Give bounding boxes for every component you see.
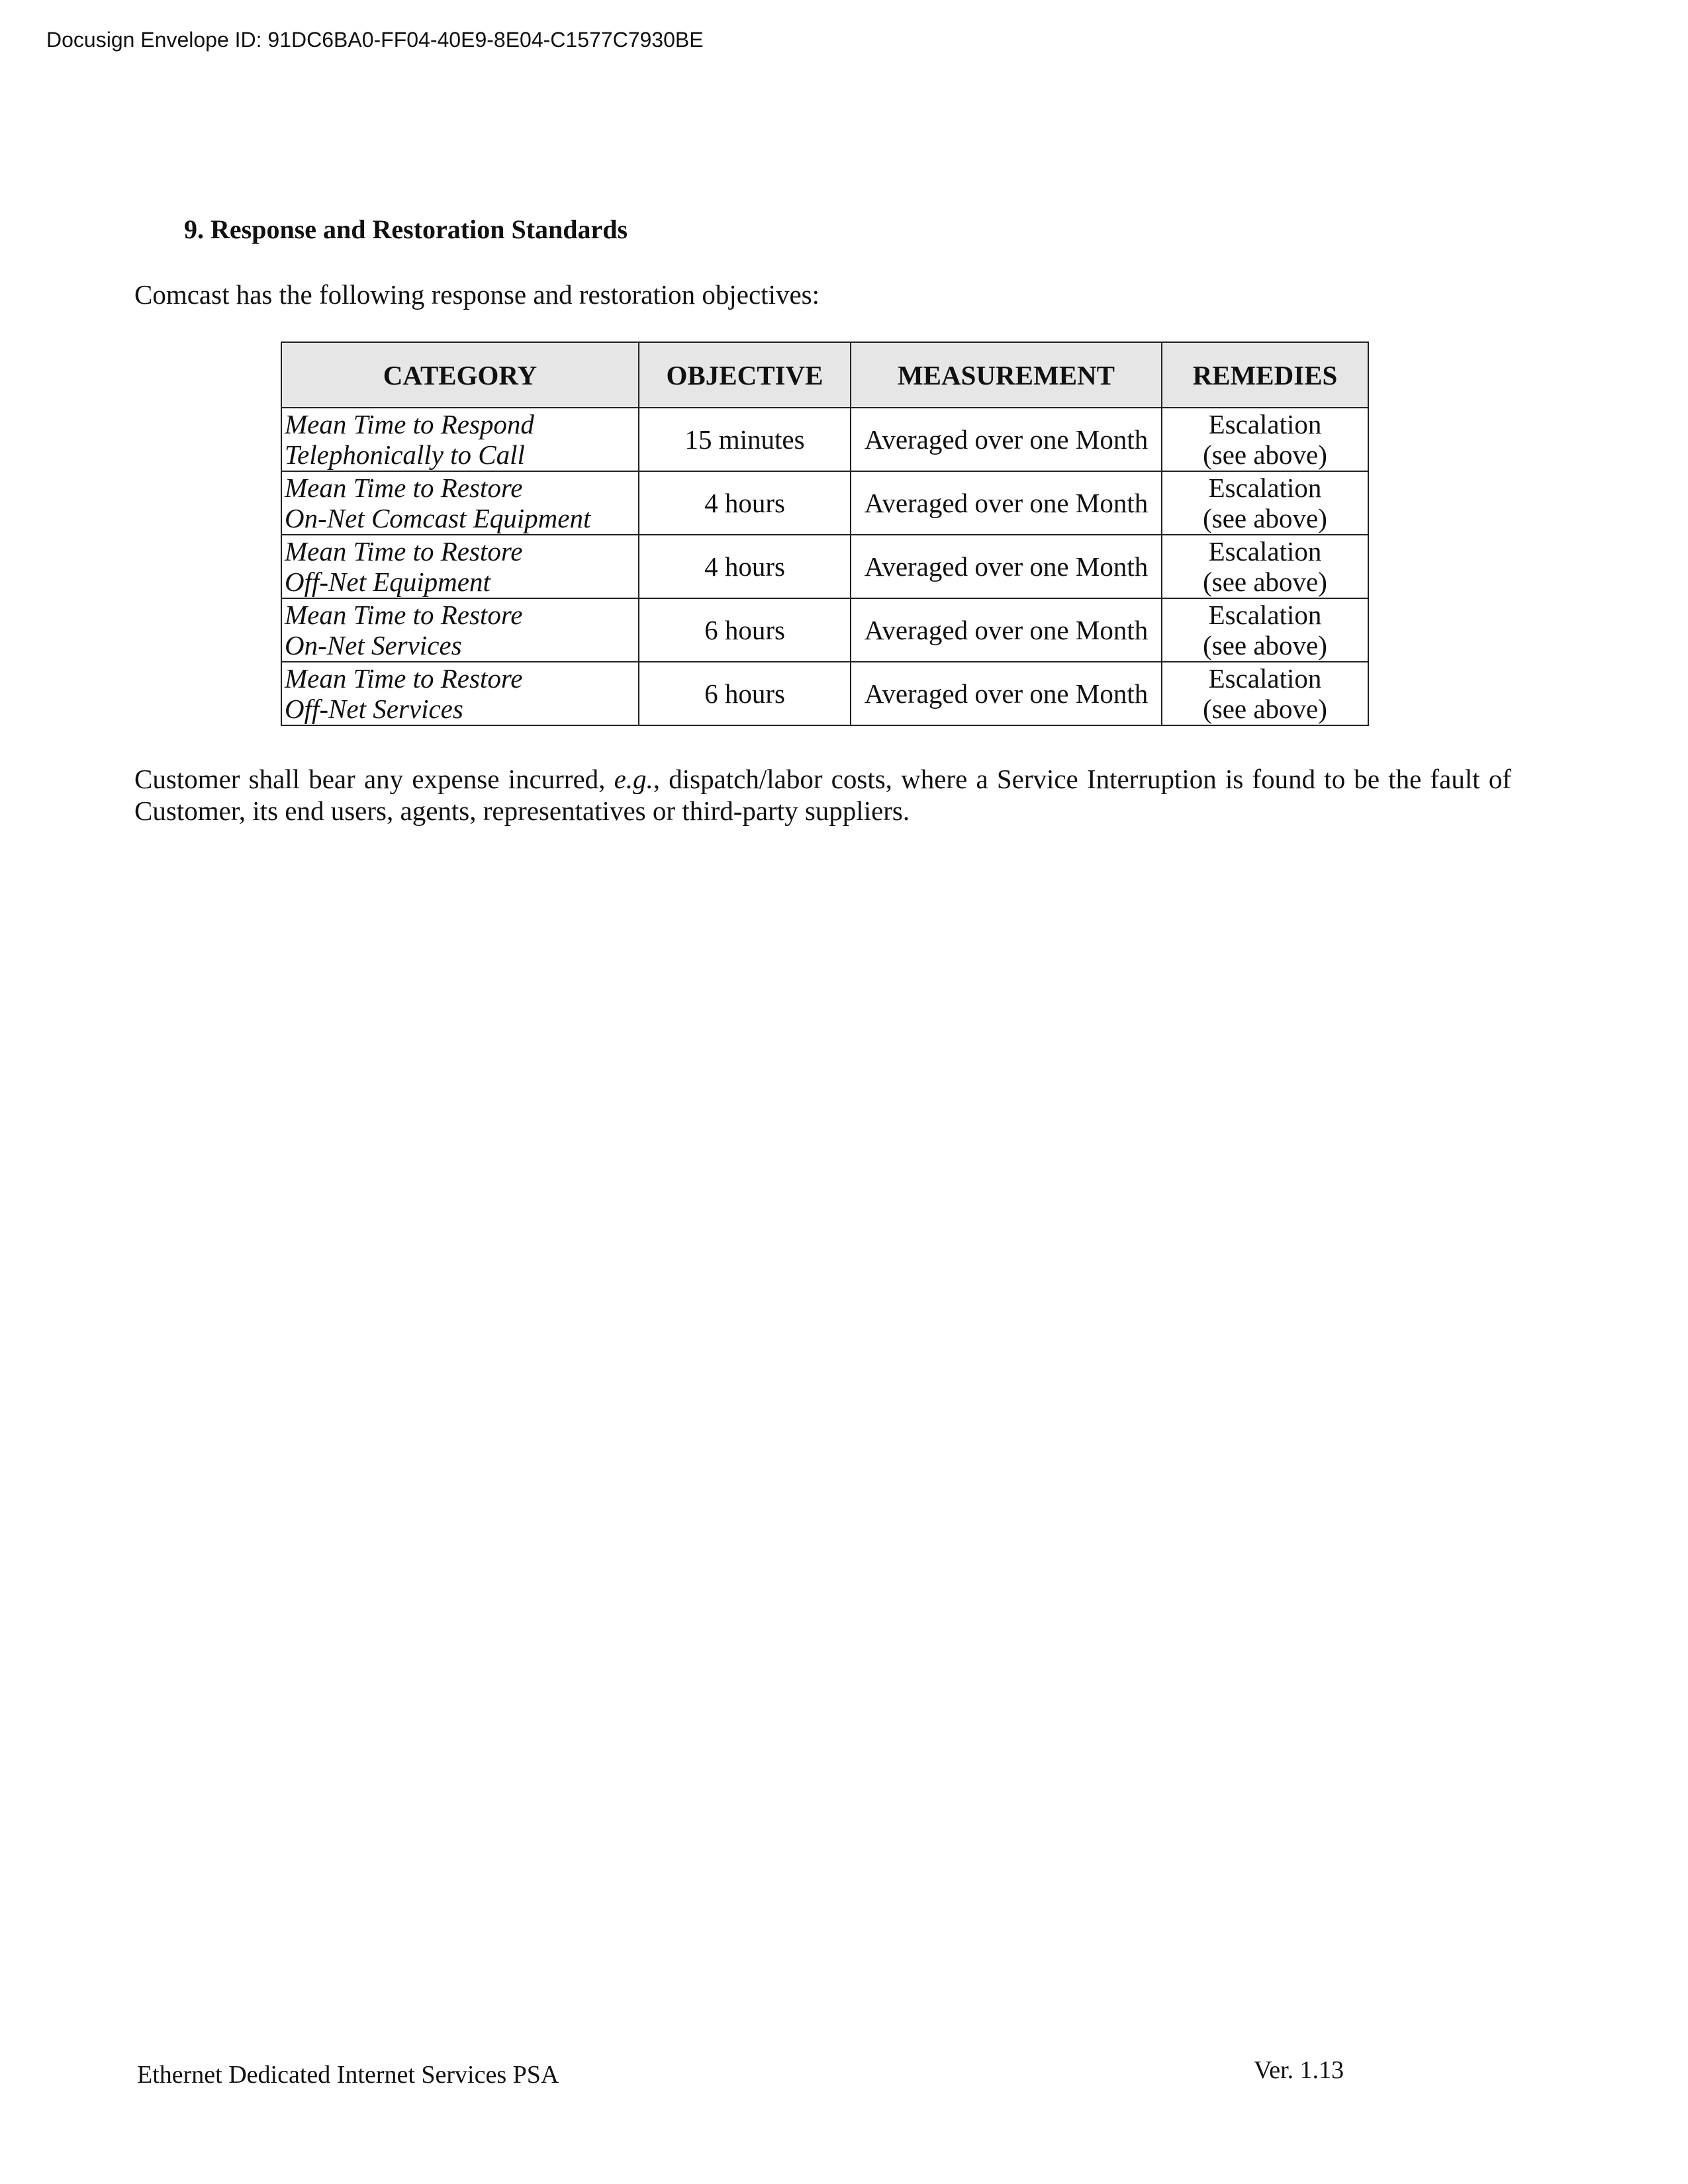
remedies-line: (see above) [1203, 630, 1327, 660]
header-category: CATEGORY [281, 342, 639, 408]
category-line: On-Net Services [285, 630, 462, 660]
category-line: Off-Net Services [285, 694, 463, 724]
objective-cell: 6 hours [639, 598, 851, 662]
closing-paragraph [134, 763, 1511, 827]
remedies-cell [1162, 598, 1368, 662]
category-line: Mean Time to Restore [285, 536, 523, 567]
measurement-cell: Averaged over one Month [851, 598, 1162, 662]
category-line: Mean Time to Restore [285, 663, 523, 694]
table-row [281, 408, 1368, 471]
docusign-envelope-id: Docusign Envelope ID: 91DC6BA0-FF04-40E9-8E04-C1577C7930BE [46, 28, 704, 52]
objective-cell: 4 hours [639, 535, 851, 598]
category-cell [281, 535, 639, 598]
table-row [281, 471, 1368, 535]
category-cell [281, 471, 639, 535]
table-row [281, 662, 1368, 725]
closing-text-start: Customer shall bear any expense incurred, [134, 764, 614, 794]
category-line: Off-Net Equipment [285, 567, 491, 597]
category-line: Mean Time to Respond [285, 409, 534, 439]
remedies-line: (see above) [1203, 567, 1327, 597]
category-cell [281, 598, 639, 662]
remedies-cell [1162, 662, 1368, 725]
objective-cell: 6 hours [639, 662, 851, 725]
category-cell [281, 408, 639, 471]
objective-cell: 15 minutes [639, 408, 851, 471]
remedies-line: (see above) [1203, 694, 1327, 724]
remedies-line: (see above) [1203, 503, 1327, 533]
header-measurement: MEASUREMENT [851, 342, 1162, 408]
response-restoration-table [281, 341, 1369, 726]
remedies-line: Escalation [1208, 473, 1322, 503]
measurement-cell: Averaged over one Month [851, 535, 1162, 598]
remedies-cell [1162, 471, 1368, 535]
category-line: Mean Time to Restore [285, 473, 523, 503]
footer-version: Ver. 1.13 [1254, 2056, 1344, 2084]
category-line: Telephonically to Call [285, 439, 525, 470]
remedies-line: Escalation [1208, 663, 1322, 694]
remedies-line: Escalation [1208, 409, 1322, 439]
measurement-cell: Averaged over one Month [851, 408, 1162, 471]
remedies-cell [1162, 408, 1368, 471]
category-cell [281, 662, 639, 725]
header-objective: OBJECTIVE [639, 342, 851, 408]
header-remedies: REMEDIES [1162, 342, 1368, 408]
section-heading: 9. Response and Restoration Standards [184, 214, 628, 244]
closing-text-end: , dispatch/labor costs, where a Service Interruption is found to be the fault of Customer, its end users, agents, representatives or third-party suppliers. [134, 764, 1511, 826]
footer-document-title: Ethernet Dedicated Internet Services PSA [137, 2061, 559, 2089]
remedies-line: Escalation [1208, 536, 1322, 567]
intro-paragraph: Comcast has the following response and restoration objectives: [134, 279, 820, 310]
category-line: Mean Time to Restore [285, 600, 523, 630]
remedies-cell [1162, 535, 1368, 598]
objective-cell: 4 hours [639, 471, 851, 535]
table-row [281, 535, 1368, 598]
category-line: On-Net Comcast Equipment [285, 503, 591, 533]
remedies-line: Escalation [1208, 600, 1322, 630]
table-header-row [281, 342, 1368, 408]
measurement-cell: Averaged over one Month [851, 471, 1162, 535]
closing-text-italic: e.g. [614, 764, 653, 794]
measurement-cell: Averaged over one Month [851, 662, 1162, 725]
remedies-line: (see above) [1203, 439, 1327, 470]
table-row [281, 598, 1368, 662]
